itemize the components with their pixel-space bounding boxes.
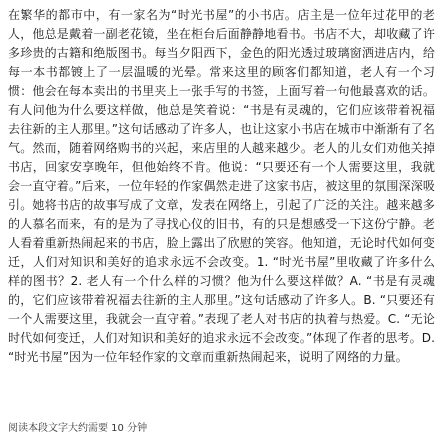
reading-time-note: 阅读本段文字大约需要 10 分钟 (8, 423, 148, 434)
body-paragraph: 在繁华的都市中，有一家名为“时光书屋”的小书店。店主是一位年过花甲的老人，他总是戴着一副老花镜，坐在柜台后面静静地看书。书店不大，却收藏了许多珍贵的古籍和绝版图书。每当夕阳西下，金色的阳光透过玻璃窗洒进店内，给每一本书都镀上了一层温暖的光晕。常来这里的顾客们都知道，老人有一个习惯：他会在每本卖出的书里夹上一张手写的书签，上面写着一句他最喜欢的话。有人问他为什么要这样做，他总是笑着说：“书是有灵魂的，它们应该带着祝福去往新的主人那里。”这句话感动了许多人，也让这家小书店在城市中渐渐有了名气。然而，随着网络购书的兴起，来店里的人越来越少。老人的儿女们劝他关掉书店，回家安享晚年，但他始终不肯。他说：“只要还有一个人需要这里，我就会一直守着。”后来，一位年轻的作家偶然走进了这家书店，被这里的氛围深深吸引。她将书店的故事写成了文章，发表在网络上，引起了广泛的关注。越来越多的人慕名而来，有的是为了寻找心仪的旧书，有的只是想感受一下这份宁静。老人看着重新热闹起来的书店，脸上露出了欣慰的笑容。他知道，无论时代如何变迁，人们对知识和美好的追求永远不会改变。1. “时光书屋”里收藏了许多什么样的图书？2. 老人有一个什么样的习惯？他为什么要这样做？A. “书是有灵魂的，它们应该带着祝福去往新的主人那里。”这句话感动了许多人。B. “只要还有一个人需要这里，我就会一直守着。”表现了老人对书店的执着与热爱。C. “无论时代如何变迁，人们对知识和美好的追求永远不会改变。”体现了作者的思考。D. “时光书屋”因为一位年轻作家的文章而重新热闹起来，说明了网络的力量。 (8, 8, 435, 364)
